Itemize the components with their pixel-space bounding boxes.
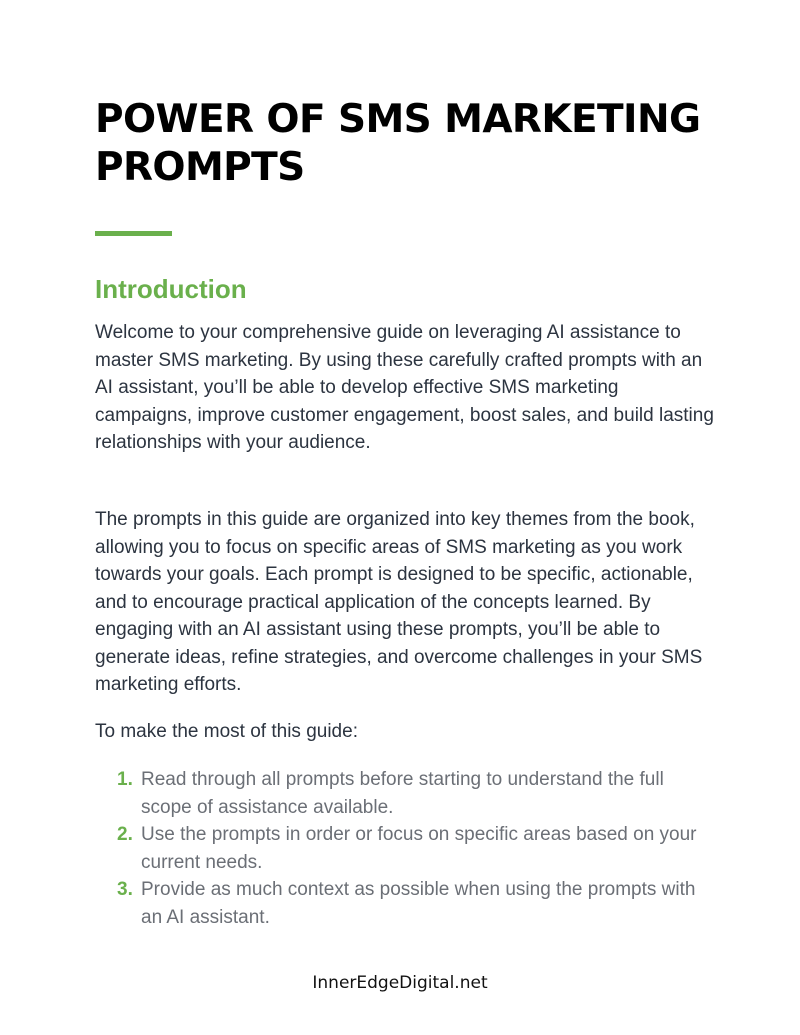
- title-accent-rule: [95, 231, 172, 236]
- list-item-number: 1.: [117, 769, 133, 790]
- list-item: [117, 876, 697, 931]
- list-item-text: Use the prompts in order or focus on specific areas based on your current needs.: [141, 824, 697, 873]
- list-item-text: Provide as much context as possible when using the prompts with an AI assistant.: [141, 879, 696, 928]
- footer-site-name: InnerEdgeDigital.net: [312, 973, 488, 993]
- intro-paragraph-3: To make the most of this guide:: [95, 721, 358, 742]
- list-item-text: Read through all prompts before starting to understand the full scope of assistance available.: [141, 769, 664, 818]
- list-item-number: 3.: [117, 879, 133, 900]
- list-item: [117, 766, 697, 821]
- list-item-number: 2.: [117, 824, 133, 845]
- document-title: POWER OF SMS MARKETING PROMPTS: [95, 97, 701, 190]
- steps-list: [117, 766, 697, 931]
- intro-paragraph-1: Welcome to your comprehensive guide on leveraging AI assistance to master SMS marketing. By using these carefully crafted prompts with an AI assistant, you’ll be able to develop effective SMS marketing campaigns, improve customer engagement, boost sales, and build lasting relationships with your audience.: [95, 322, 714, 453]
- list-item: [117, 821, 697, 876]
- section-heading: Introduction: [95, 274, 247, 304]
- intro-paragraph-2: The prompts in this guide are organized into key themes from the book, allowing you to focus on specific areas of SMS marketing as you work towards your goals. Each prompt is designed to be specific, actionable, and to encourage practical application of the concepts learned. By engaging with an AI assistant using these prompts, you’ll be able to generate ideas, refine strategies, and overcome challenges in your SMS marketing efforts.: [95, 509, 703, 695]
